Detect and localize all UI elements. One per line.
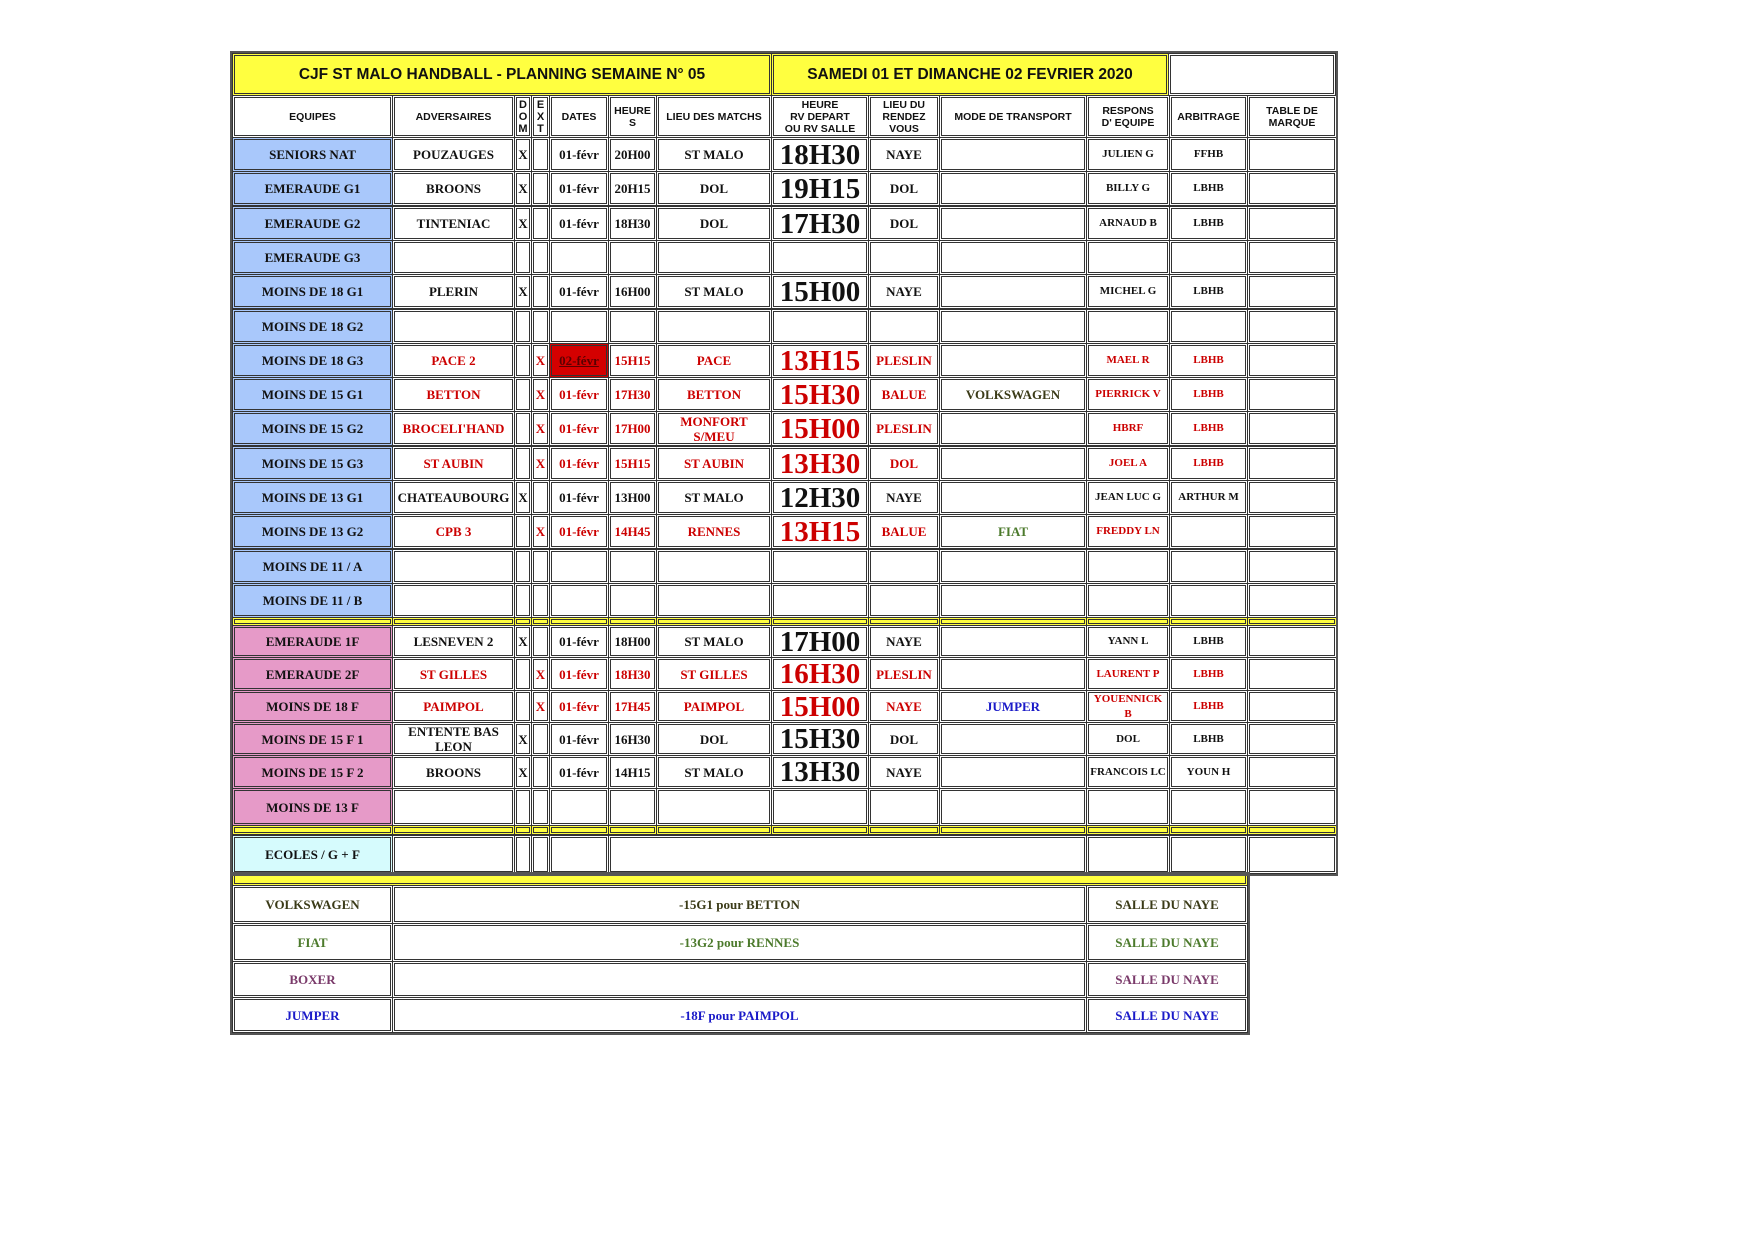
meeting-place-text: BALUE (881, 387, 927, 402)
team-name-text: EMERAUDE G2 (264, 216, 361, 231)
opponent-text: ST GILLES (419, 666, 488, 682)
match-venue-text: ST MALO (684, 764, 744, 780)
meeting-place-text: NAYE (886, 284, 922, 299)
team-name-text: MOINS DE 18 G1 (261, 284, 364, 299)
table-frame (230, 51, 1338, 876)
match-venue-text: MONFORT S/MEU (680, 413, 748, 444)
home-mark-text: X (518, 284, 528, 299)
away-mark-text: X (535, 524, 546, 539)
column-header-dates-text: DATES (561, 110, 597, 123)
match-venue-text: DOL (699, 731, 729, 747)
meeting-time-text: 12H30 (779, 481, 861, 514)
referee-text: LBHB (1193, 422, 1224, 434)
match-venue-text: ST MALO (684, 147, 744, 162)
referee-text: LBHB (1193, 285, 1224, 297)
vehicle-pickup-place-text: SALLE DU NAYE (1115, 935, 1219, 950)
meeting-place-text: PLESLIN (876, 421, 932, 436)
referee-text: LBHB (1193, 732, 1224, 745)
column-header-adversaires-text: ADVERSAIRES (415, 110, 492, 123)
meeting-place-text: DOL (889, 731, 919, 747)
meeting-time-text: 15H00 (779, 690, 861, 723)
meeting-place-text: BALUE (881, 524, 927, 539)
vehicle-pickup-place-text: SALLE DU NAYE (1115, 1007, 1219, 1023)
team-name-text: MOINS DE 11 / B (262, 593, 363, 608)
match-time-text: 17H30 (614, 387, 651, 402)
team-name-text: MOINS DE 18 G2 (261, 319, 364, 334)
meeting-time-text: 13H15 (779, 515, 861, 548)
match-date-text: 01-févr (559, 764, 599, 780)
referee-text: ARTHUR M (1178, 491, 1239, 503)
match-time-text: 13H00 (614, 490, 651, 505)
meeting-place-text: PLESLIN (876, 353, 932, 368)
referee-text: LBHB (1193, 182, 1224, 194)
team-manager-text: FRANCOIS LC (1090, 765, 1166, 778)
meeting-time-text: 16H30 (779, 658, 861, 690)
referee-text: LBHB (1193, 700, 1224, 712)
vehicle-assignment-text: -18F pour PAIMPOL (680, 1007, 799, 1023)
column-header-equipes-text: EQUIPES (289, 110, 336, 123)
meeting-place-text: NAYE (886, 764, 922, 780)
team-manager-text: MICHEL G (1099, 285, 1157, 297)
meeting-place-text: DOL (889, 181, 919, 196)
meeting-time-text: 17H30 (779, 207, 861, 240)
home-mark-text: X (518, 731, 528, 747)
team-name-ecoles-text: ECOLES / G + F (265, 847, 360, 862)
team-manager-text: HBRF (1112, 422, 1144, 434)
team-name-text: MOINS DE 15 F 2 (261, 764, 364, 780)
opponent-text: PAIMPOL (423, 699, 484, 714)
team-name-text: SENIORS NAT (269, 147, 356, 162)
opponent-text: PLERIN (428, 284, 479, 299)
meeting-place-text: NAYE (886, 699, 922, 714)
team-manager-text: LAURENT P (1096, 667, 1160, 680)
match-time-text: 16H30 (614, 731, 651, 747)
referee-text: LBHB (1193, 388, 1224, 400)
match-venue-text: DOL (699, 216, 729, 231)
legend-frame (230, 872, 1250, 1035)
match-date-text: 01-févr (559, 216, 599, 231)
match-venue-text: RENNES (687, 524, 741, 539)
match-time-text: 17H00 (614, 421, 651, 436)
match-date-text: 01-févr (559, 490, 599, 505)
referee-text: LBHB (1193, 457, 1224, 469)
planning-title-text: CJF ST MALO HANDBALL - PLANNING SEMAINE N° 05 (298, 66, 706, 83)
team-manager-text: YOUENNICK B (1093, 692, 1163, 720)
match-time-text: 18H00 (614, 634, 651, 649)
opponent-text: BROCELI'HAND (402, 421, 505, 436)
match-venue-text: ST AUBIN (683, 456, 745, 471)
home-mark-text: X (518, 490, 528, 505)
column-header-ext-text: E X T (536, 98, 545, 135)
meeting-place-text: PLESLIN (876, 666, 932, 682)
team-name-text: EMERAUDE G1 (264, 181, 361, 196)
meeting-time-text: 13H30 (779, 447, 861, 480)
team-manager-text: BILLY G (1105, 182, 1151, 194)
match-venue-text: PAIMPOL (683, 699, 745, 714)
column-header-rv-text: HEURE RV DEPART OU RV SALLE (784, 98, 856, 135)
meeting-place-text: NAYE (886, 147, 922, 162)
team-manager-text: FREDDY LN (1096, 525, 1160, 537)
away-mark-text: X (535, 387, 546, 402)
meeting-time-text: 19H15 (779, 172, 861, 205)
opponent-text: CPB 3 (435, 524, 472, 539)
transport-mode-text: JUMPER (985, 699, 1041, 714)
opponent-text: CHATEAUBOURG (397, 490, 510, 505)
team-name-text: MOINS DE 15 G3 (261, 456, 364, 471)
match-date-text: 01-févr (559, 181, 599, 196)
team-name-text: MOINS DE 13 G1 (261, 490, 364, 505)
meeting-time-text: 15H30 (779, 378, 861, 411)
column-header-arbitrage-text: ARBITRAGE (1177, 110, 1240, 123)
opponent-text: ST AUBIN (423, 456, 484, 471)
column-header-transport-text: MODE DE TRANSPORT (954, 110, 1072, 123)
meeting-place-text: DOL (889, 216, 919, 231)
referee-text: FFHB (1193, 148, 1224, 160)
match-date-text: 01-févr (559, 387, 599, 402)
meeting-place-text: DOL (889, 456, 919, 471)
team-name-text: MOINS DE 11 / A (262, 559, 363, 574)
meeting-time-text: 13H30 (779, 756, 861, 788)
vehicle-name-text: FIAT (297, 935, 328, 950)
away-mark-text: X (535, 456, 546, 471)
opponent-text: TINTENIAC (416, 216, 491, 231)
vehicle-name-text: BOXER (289, 972, 336, 987)
team-name-text: MOINS DE 15 G1 (261, 387, 364, 402)
vehicle-name-text: JUMPER (285, 1007, 340, 1023)
match-time-text: 16H00 (614, 284, 651, 299)
home-mark-text: X (518, 634, 528, 649)
opponent-text: PACE 2 (431, 353, 476, 368)
team-name-text: MOINS DE 15 G2 (261, 421, 364, 436)
opponent-text: BROONS (426, 181, 481, 196)
match-time-text: 15H15 (614, 353, 651, 368)
match-date-text: 01-févr (559, 699, 599, 714)
home-mark-text: X (518, 764, 528, 780)
team-name-text: EMERAUDE 2F (265, 666, 360, 682)
match-date-text: 01-févr (559, 731, 599, 747)
meeting-place-text: NAYE (886, 634, 922, 649)
referee-text: YOUN H (1186, 765, 1231, 778)
column-header-respons-text: RESPONS D' EQUIPE (1101, 104, 1155, 129)
referee-text: LBHB (1193, 667, 1224, 680)
meeting-time-text: 17H00 (779, 625, 861, 658)
team-name-text: MOINS DE 13 F (266, 799, 359, 815)
team-manager-text: JEAN LUC G (1094, 491, 1161, 503)
column-header-heures-text: HEURE S (614, 104, 651, 129)
match-venue-text: ST MALO (684, 490, 744, 505)
column-header-lieu-text: LIEU DES MATCHS (666, 110, 762, 123)
match-time-text: 20H15 (614, 181, 651, 196)
column-header-lieu_rdv-text: LIEU DU RENDEZ VOUS (882, 98, 926, 135)
home-mark-text: X (518, 147, 528, 162)
team-manager-text: PIERRICK V (1095, 388, 1161, 400)
away-mark-text: X (535, 421, 546, 436)
team-manager-text: JOEL A (1108, 457, 1148, 469)
meeting-time-text: 15H30 (779, 723, 861, 755)
match-venue-text: ST MALO (684, 284, 744, 299)
match-venue-text: ST MALO (684, 634, 744, 649)
match-date-text: 01-févr (559, 634, 599, 649)
home-mark-text: X (518, 181, 528, 196)
team-name-text: MOINS DE 15 F 1 (261, 731, 364, 747)
opponent-text: ENTENTE BAS LEON (408, 724, 499, 754)
away-mark-text: X (535, 699, 546, 714)
transport-mode-text: VOLKSWAGEN (965, 387, 1061, 402)
match-date-text: 01-févr (559, 421, 599, 436)
team-name-text: EMERAUDE G3 (264, 250, 361, 265)
match-time-text: 20H00 (614, 147, 651, 162)
team-manager-text: ARNAUD B (1099, 217, 1157, 229)
vehicle-pickup-place-text: SALLE DU NAYE (1115, 897, 1219, 912)
match-date-text: 01-févr (559, 284, 599, 299)
column-header-table-text: TABLE DE MARQUE (1266, 104, 1318, 129)
vehicle-pickup-place-text: SALLE DU NAYE (1115, 972, 1219, 987)
weekend-title-text: SAMEDI 01 ET DIMANCHE 02 FEVRIER 2020 (807, 66, 1133, 83)
match-venue-text: PACE (696, 353, 732, 368)
match-date-text: 01-févr (559, 456, 599, 471)
team-manager-text: JULIEN G (1102, 148, 1154, 160)
opponent-text: BETTON (426, 387, 481, 402)
team-name-text: MOINS DE 18 G3 (261, 353, 364, 368)
match-venue-text: ST GILLES (680, 666, 748, 682)
team-manager-text: YANN L (1107, 635, 1149, 647)
match-time-text: 18H30 (614, 216, 651, 231)
meeting-time-text: 15H00 (779, 275, 861, 308)
meeting-time-text: 13H15 (779, 344, 861, 377)
vehicle-name-text: VOLKSWAGEN (265, 897, 360, 912)
team-name-text: MOINS DE 13 G2 (261, 524, 364, 539)
home-mark-text: X (518, 216, 528, 231)
meeting-place-text: NAYE (886, 490, 922, 505)
match-date-text: 01-févr (559, 524, 599, 539)
team-name-text: EMERAUDE 1F (265, 634, 360, 649)
referee-text: LBHB (1193, 635, 1224, 647)
away-mark-text: X (535, 353, 546, 368)
match-time-text: 17H45 (614, 699, 651, 714)
match-time-text: 15H15 (614, 456, 651, 471)
referee-text: LBHB (1193, 354, 1224, 366)
transport-mode-text: FIAT (997, 524, 1029, 539)
away-mark-text: X (535, 666, 546, 682)
opponent-text: POUZAUGES (413, 147, 494, 162)
team-manager-text: DOL (1116, 732, 1140, 745)
team-name-text: MOINS DE 18 F (266, 699, 359, 714)
vehicle-assignment-text: -15G1 pour BETTON (679, 897, 800, 912)
match-date-text: 02-févr (559, 353, 599, 368)
meeting-time-text: 18H30 (779, 138, 861, 171)
match-venue-text: DOL (699, 181, 729, 196)
opponent-text: LESNEVEN 2 (413, 634, 494, 649)
referee-text: LBHB (1193, 217, 1224, 229)
match-time-text: 18H30 (614, 666, 651, 682)
meeting-time-text: 15H00 (779, 412, 861, 445)
match-date-text: 01-févr (559, 147, 599, 162)
team-manager-text: MAEL R (1106, 354, 1150, 366)
match-venue-text: BETTON (687, 387, 741, 402)
match-time-text: 14H45 (614, 524, 651, 539)
opponent-text: BROONS (426, 764, 481, 780)
column-header-dom-text: D O M (518, 98, 528, 135)
match-time-text: 14H15 (614, 764, 651, 780)
vehicle-assignment-text: -13G2 pour RENNES (679, 935, 800, 950)
match-date-text: 01-févr (559, 666, 599, 682)
